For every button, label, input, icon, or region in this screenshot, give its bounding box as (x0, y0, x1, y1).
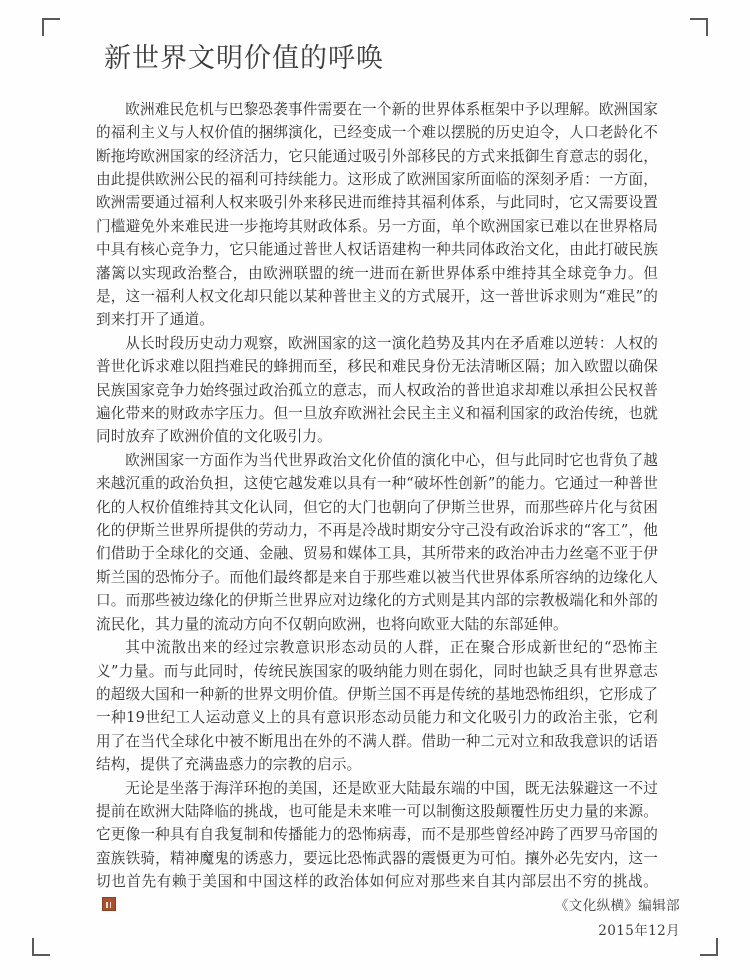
article-paragraph-1: 欧洲难民危机与巴黎恐袭事件需要在一个新的世界体系框架中予以理解。欧洲国家的福利主义与人权价值的捆绑演化，已经变成一个难以摆脱的历史迫令，人口老龄化不断拖垮欧洲国家的经济活力，它只能通过吸引外部移民的方式来抵御生育意志的弱化，由此提供欧洲公民的福利可持续能力。这形成了欧洲国家所面临的深刻矛盾：一方面，欧洲需要通过福利人权来吸引外来移民进而维持其福利体系，与此同时，它又需要设置门槛避免外来难民进一步拖垮其财政体系。另一方面，单个欧洲国家已难以在世界格局中具有核心竞争力，它只能通过普世人权话语建构一种共同体政治文化，由此打破民族藩篱以实现政治整合，由欧洲联盟的统一进而在新世界体系中维持其全球竞争力。但是，这一福利人权文化却只能以某种普世主义的方式展开，这一普世诉求则为“难民”的到来打开了通道。 (96, 100, 658, 329)
crop-mark-bottom-right-icon (700, 938, 718, 956)
crop-mark-bottom-left-icon (32, 938, 50, 956)
article-paragraph-4: 其中流散出来的经过宗教意识形态动员的人群，正在聚合形成新世纪的“恐怖主义”力量。而与此同时，传统民族国家的吸纳能力则在弱化，同时也缺乏具有世界意志的超级大国和一种新的世界文明价值。伊斯兰国不再是传统的基地恐怖组织，它形成了一种19世纪工人运动意义上的具有意识形态动员能力和文化吸引力的政治主张，它利用了在当代全球化中被不断甩出在外的不满人群。借助一种二元对立和敌我意识的话语结构，提供了充满蛊惑力的宗教的启示。 (96, 639, 658, 774)
article-paragraph-5-text: 无论是坐落于海洋环抱的美国，还是欧亚大陆最东端的中国，既无法躲避这一不过提前在欧洲大陆降临的挑战，也可能是未来唯一可以制衡这股颠覆性历史力量的来源。它更像一种具有自我复制和传播能力的恐怖病毒，而不是那些曾经冲跨了西罗马帝国的蛮族铁骑，精神魔鬼的诱惑力，要远比恐怖武器的震慑更为可怕。攘外必先安内，这一切也首先有赖于美国和中国这样的政治体如何应对那些来自其内部层出不穷的挑战。 (96, 779, 658, 891)
article-body (96, 42, 658, 917)
signature-publisher: 《文化纵横》编辑部 (554, 898, 680, 914)
crop-mark-top-right-icon (690, 18, 708, 36)
signature-date: 2015年12月 (598, 923, 680, 939)
signature-block (555, 894, 680, 944)
crop-mark-top-left-icon (42, 18, 60, 36)
article-paragraph-2: 从长时段历史动力观察，欧洲国家的这一演化趋势及其内在矛盾难以逆转：人权的普世化诉求难以阻挡难民的蜂拥而至，移民和难民身份无法清晰区隔；加入欧盟以确保民族国家竞争力始终强过政治孤立的意志，而人权政治的普世追求却难以承担公民权普遍化带来的财政赤字压力。但一旦放弃欧洲社会民主主义和福利国家的政治传统，也就同时放弃了欧洲价值的文化吸引力。 (96, 334, 658, 446)
article-paragraph-3: 欧洲国家一方面作为当代世界政治文化价值的演化中心，但与此同时它也背负了越来越沉重的政治负担，这使它越发难以具有一种“破坏性创新”的能力。它通过一种普世化的人权价值维持其文化认同，但它的大门也朝向了伊斯兰世界，而那些碎片化与贫困化的伊斯兰世界所提供的劳动力，不再是冷战时期安分守己没有政治诉求的“客工”，他们借助于全球化的交通、金融、贸易和媒体工具，其所带来的政治冲击力丝毫不亚于伊斯兰国的恐怖分子。而他们最终都是来自于那些难以被当代世界体系所容纳的边缘化人口。而那些被边缘化的伊斯兰世界应对边缘化的方式则是其内部的宗教极端化和外部的流民化，其力量的流动方向不仅朝向欧洲，也将向欧亚大陆的东部延伸。 (96, 451, 658, 633)
end-of-article-square-icon (102, 897, 116, 911)
page-title: 新世界文明价值的呼唤 (104, 43, 384, 74)
